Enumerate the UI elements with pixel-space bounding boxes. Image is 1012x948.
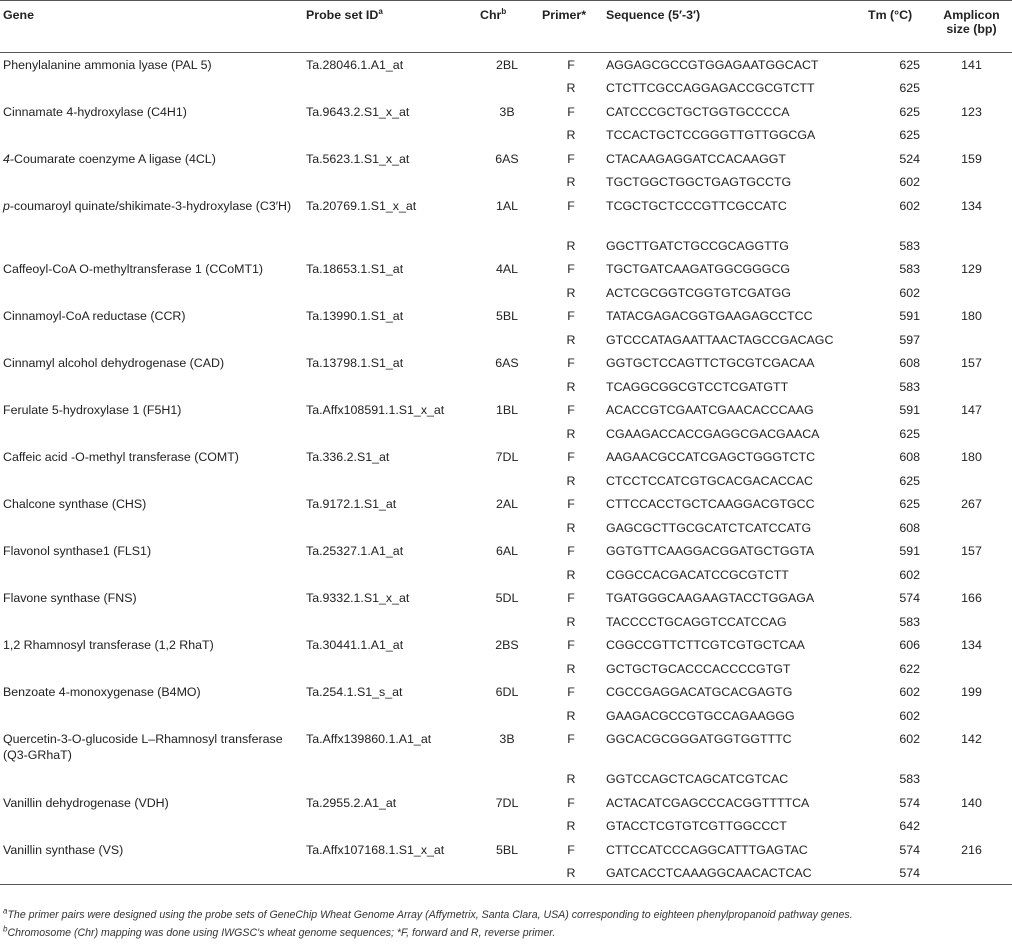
chromosome: 2BL xyxy=(495,58,519,72)
amplicon-size: 134 xyxy=(961,198,982,213)
table-row xyxy=(0,861,1012,885)
table-row xyxy=(0,76,1012,100)
gene-name-text: Vanillin synthase (VS) xyxy=(3,842,124,857)
amplicon-size: 180 xyxy=(961,309,982,323)
table-row xyxy=(0,328,1012,352)
table-row xyxy=(0,234,1012,258)
primer-type: R xyxy=(566,379,576,394)
gene-name-text: Cinnamyl alcohol dehydrogenase (CAD) xyxy=(3,356,225,370)
tm-value: 591 xyxy=(899,403,920,417)
table-row xyxy=(0,281,1012,305)
amplicon-size: 142 xyxy=(961,732,982,746)
primer-type: R xyxy=(566,661,576,676)
amplicon-size: 141 xyxy=(961,58,982,72)
tm-value: 622 xyxy=(899,661,920,676)
table-row xyxy=(0,445,1012,469)
primer-type: F xyxy=(567,497,575,511)
primer-sequence: CTTCCACCTGCTCAAGGACGTGCC xyxy=(606,497,815,511)
header-sequence: Sequence (5′-3′) xyxy=(606,8,701,22)
primer-sequence: GGTGTTCAAGGACGGATGCTGGTA xyxy=(606,544,815,558)
tm-value: 583 xyxy=(899,772,920,786)
table-row xyxy=(0,586,1012,610)
primer-type: R xyxy=(566,175,576,189)
primer-type: R xyxy=(566,866,576,880)
probe-set-id: Ta.9172.1.S1_at xyxy=(306,497,397,511)
primer-sequence: GATCACCTCAAAGGCAACACTCAC xyxy=(606,866,812,880)
amplicon-size: 129 xyxy=(961,262,982,276)
tm-value: 602 xyxy=(899,198,920,213)
primer-sequence: TACCCCTGCAGGTCCATCCAG xyxy=(606,614,787,629)
gene-name xyxy=(0,791,306,815)
amplicon-size: 180 xyxy=(961,450,982,464)
primer-type: R xyxy=(566,708,576,723)
primer-sequence: TGCTGATCAAGATGGCGGGCG xyxy=(606,262,791,276)
primer-sequence: GGCTTGATCTGCCGCAGGTTG xyxy=(606,238,789,253)
primer-sequence: GAAGACGCCGTGCCAGAAGGG xyxy=(606,708,795,723)
primer-type: R xyxy=(566,819,576,833)
primer-sequence: CGCCGAGGACATGCACGAGTG xyxy=(606,685,793,699)
primer-sequence: CTCTTCGCCAGGAGACCGCGTCTT xyxy=(606,81,815,95)
table-row xyxy=(0,257,1012,281)
table-row xyxy=(0,791,1012,815)
tm-value: 602 xyxy=(899,567,920,582)
gene-name xyxy=(0,147,306,171)
chromosome: 3B xyxy=(499,104,515,119)
amplicon-size: 140 xyxy=(961,795,982,810)
tm-value: 602 xyxy=(899,685,920,699)
table-row xyxy=(0,100,1012,124)
tm-value: 524 xyxy=(899,151,920,166)
table-row xyxy=(0,492,1012,516)
footnote-a: $^a$The primer pairs were designed using the probe sets of GeneChip Wheat Genome Array (Affymetrix, Santa Clara, USA) corresponding to eighteen phenylpropanoid pathway genes. xyxy=(3,906,853,921)
gene-name xyxy=(0,838,306,862)
amplicon-size: 134 xyxy=(961,638,982,652)
primer-type: F xyxy=(567,842,575,857)
gene-name-text: 1,2 Rhamnosyl transferase (1,2 RhaT) xyxy=(3,638,214,652)
gene-name-text: Chalcone synthase (CHS) xyxy=(3,497,147,511)
primer-type: F xyxy=(567,58,575,72)
gene-name-text: Flavone synthase (FNS) xyxy=(3,591,137,605)
tm-value: 583 xyxy=(899,262,920,276)
table-row xyxy=(0,704,1012,728)
gene-name xyxy=(0,586,306,610)
chromosome: 3B xyxy=(499,732,515,746)
tm-value: 583 xyxy=(899,614,920,629)
gene-name xyxy=(0,398,306,422)
tm-value: 602 xyxy=(899,732,920,746)
probe-set-id: Ta.Affx139860.1.A1_at xyxy=(306,732,432,746)
table-row xyxy=(0,53,1012,77)
table-row xyxy=(0,563,1012,587)
primer-type: F xyxy=(567,732,575,746)
chromosome: 1AL xyxy=(495,198,519,213)
probe-set-id: Ta.13990.1.S1_at xyxy=(306,309,404,323)
primer-type: F xyxy=(567,685,575,699)
gene-name-text: Caffeoyl-CoA O-methyltransferase 1 (CCoMT1) xyxy=(3,262,264,276)
chromosome: 2BS xyxy=(495,638,519,652)
primer-sequence: CGGCCACGACATCCGCGTCTT xyxy=(606,567,789,582)
tm-value: 608 xyxy=(899,356,920,370)
gene-name-text: Quercetin-3-O-glucoside L–Rhamnosyl transferase (Q3-GRhaT) xyxy=(3,732,283,762)
probe-set-id: Ta.20769.1.S1_x_at xyxy=(306,198,417,213)
primer-type: R xyxy=(566,81,576,95)
primer-type: R xyxy=(566,332,576,347)
probe-set-id: Ta.13798.1.S1_at xyxy=(306,356,404,370)
gene-name xyxy=(0,194,306,234)
gene-name xyxy=(0,492,306,516)
primer-type: F xyxy=(567,403,575,417)
amplicon-size: 166 xyxy=(961,591,982,605)
primer-sequence: CATCCCGCTGCTGGTGCCCCA xyxy=(606,104,790,119)
primer-type: F xyxy=(567,450,575,464)
primer-sequence: GTCCCATAGAATTAACTAGCCGACAGC xyxy=(606,332,834,347)
table-row xyxy=(0,194,1012,234)
tm-value: 574 xyxy=(899,842,920,857)
tm-value: 597 xyxy=(899,332,920,347)
primer-sequence: GGCACGCGGGATGGTGGTTTC xyxy=(606,732,792,746)
primer-type: F xyxy=(567,638,575,652)
primer-type: R xyxy=(566,614,576,629)
gene-name-italic-prefix: p xyxy=(3,198,10,213)
table-header-row xyxy=(0,1,1012,53)
primer-type: R xyxy=(566,772,576,786)
gene-name xyxy=(0,539,306,563)
primer-type: F xyxy=(567,356,575,370)
table-row xyxy=(0,469,1012,493)
primer-type: R xyxy=(566,567,576,582)
probe-set-id: Ta.336.2.S1_at xyxy=(306,450,390,464)
primer-sequence: ACTACATCGAGCCCACGGTTTTCA xyxy=(606,795,810,810)
probe-set-id: Ta.18653.1.S1_at xyxy=(306,262,404,276)
primer-sequence: GGTCCAGCTCAGCATCGTCAC xyxy=(606,772,789,786)
probe-set-id: Ta.28046.1.A1_at xyxy=(306,58,404,72)
header-primer: Primer* xyxy=(542,8,587,22)
primer-type: R xyxy=(566,473,576,488)
table-row xyxy=(0,680,1012,704)
primer-sequence: CTACAAGAGGATCCACAAGGT xyxy=(606,151,786,166)
chromosome: 4AL xyxy=(495,262,519,276)
gene-name-text: Vanillin dehydrogenase (VDH) xyxy=(3,795,169,810)
header-tm: Tm (°C) xyxy=(868,8,913,22)
gene-name xyxy=(0,727,306,767)
chromosome: 5BL xyxy=(495,842,519,857)
header-chr: Chr$^b$ xyxy=(480,6,507,22)
primer-sequence: TGATGGGCAAGAAGTACCTGGAGA xyxy=(606,591,815,605)
tm-value: 625 xyxy=(899,473,920,488)
probe-set-id: Ta.9332.1.S1_x_at xyxy=(306,591,410,605)
gene-name-text: -coumaroyl quinate/shikimate-3-hydroxylase (C3′H) xyxy=(9,198,292,213)
table-row xyxy=(0,539,1012,563)
table-row xyxy=(0,633,1012,657)
tm-value: 574 xyxy=(899,866,920,880)
primer-sequence: CGGCCGTTCTTCGTCGTGCTCAA xyxy=(606,638,805,652)
gene-name xyxy=(0,257,306,281)
table-row xyxy=(0,767,1012,791)
gene-name-text: Ferulate 5-hydroxylase 1 (F5H1) xyxy=(3,403,182,417)
primer-sequence: TGCTGGCTGGCTGAGTGCCTG xyxy=(606,175,792,189)
tm-value: 642 xyxy=(899,819,920,833)
primer-type: F xyxy=(567,198,575,213)
table-row xyxy=(0,838,1012,862)
primer-type: F xyxy=(567,262,575,276)
primer-type: F xyxy=(567,544,575,558)
tm-value: 602 xyxy=(899,708,920,723)
probe-set-id: Ta.30441.1.A1_at xyxy=(306,638,404,652)
amplicon-size: 267 xyxy=(961,497,982,511)
chromosome: 2AL xyxy=(495,497,519,511)
table-row xyxy=(0,304,1012,328)
table-row xyxy=(0,814,1012,838)
gene-name-text: Caffeic acid -O-methyl transferase (COMT) xyxy=(3,450,239,464)
probe-set-id: Ta.9643.2.S1_x_at xyxy=(306,104,410,119)
primer-type: R xyxy=(566,128,576,142)
gene-name-text: Benzoate 4-monoxygenase (B4MO) xyxy=(3,685,201,699)
tm-value: 625 xyxy=(899,128,920,142)
table-row xyxy=(0,727,1012,767)
tm-value: 606 xyxy=(899,638,920,652)
chromosome: 7DL xyxy=(495,795,519,810)
chromosome: 7DL xyxy=(495,450,519,464)
primer-sequence: GGTGCTCCAGTTCTGCGTCGACAA xyxy=(606,356,815,370)
primer-sequence: GCTGCTGCACCCACCCCGTGT xyxy=(606,661,791,676)
table-row xyxy=(0,422,1012,446)
amplicon-size: 216 xyxy=(961,842,982,857)
table-row xyxy=(0,147,1012,171)
probe-set-id: Ta.25327.1.A1_at xyxy=(306,544,404,558)
amplicon-size: 159 xyxy=(961,151,982,166)
gene-name-text: -Coumarate coenzyme A ligase (4CL) xyxy=(9,151,216,166)
gene-name-text: Flavonol synthase1 (FLS1) xyxy=(3,544,152,558)
primer-sequence: GAGCGCTTGCGCATCTCATCCATG xyxy=(606,520,812,535)
table-row xyxy=(0,123,1012,147)
table-row xyxy=(0,170,1012,194)
tm-value: 602 xyxy=(899,285,920,300)
chromosome: 6AS xyxy=(495,151,519,166)
table-body xyxy=(0,53,1012,885)
primer-type: R xyxy=(566,285,576,300)
header-gene: Gene xyxy=(3,8,34,22)
probe-set-id: Ta.254.1.S1_s_at xyxy=(306,685,403,699)
tm-value: 602 xyxy=(899,175,920,189)
gene-name xyxy=(0,100,306,124)
primer-type: F xyxy=(567,151,575,166)
footnote-b: $^b$Chromosome (Chr) mapping was done using IWGSC's wheat genome sequences; *F, forward and R, reverse primer. xyxy=(3,924,556,939)
tm-value: 583 xyxy=(899,379,920,394)
chromosome: 6AS xyxy=(495,356,519,370)
tm-value: 591 xyxy=(899,309,920,323)
amplicon-size: 123 xyxy=(961,104,982,119)
primer-sequence: AGGAGCGCCGTGGAGAATGGCACT xyxy=(606,58,819,72)
primer-type: R xyxy=(566,520,576,535)
tm-value: 591 xyxy=(899,544,920,558)
primer-sequence: TCAGGCGGCGTCCTCGATGTT xyxy=(606,379,789,394)
primer-type: F xyxy=(567,309,575,323)
primer-sequence: CTCCTCCATCGTGCACGACACCAC xyxy=(606,473,813,488)
amplicon-size: 157 xyxy=(961,544,982,558)
header-probe-set-id: Probe set $ID^a$ xyxy=(306,6,383,22)
primer-sequence: GTACCTCGTGTCGTTGGCCCT xyxy=(606,819,787,833)
tm-value: 574 xyxy=(899,795,920,810)
tm-value: 625 xyxy=(899,497,920,511)
probe-set-id: Ta.Affx107168.1.S1_x_at xyxy=(306,842,445,857)
primer-type: R xyxy=(566,238,576,253)
table-row xyxy=(0,351,1012,375)
tm-value: 608 xyxy=(899,520,920,535)
chromosome: 6DL xyxy=(495,685,519,699)
chromosome: 5BL xyxy=(495,309,519,323)
primer-type: R xyxy=(566,426,576,441)
gene-name xyxy=(0,680,306,704)
tm-value: 574 xyxy=(899,591,920,605)
gene-name xyxy=(0,633,306,657)
primer-type: F xyxy=(567,104,575,119)
tm-value: 625 xyxy=(899,81,920,95)
primer-sequence: AAGAACGCCATCGAGCTGGGTCTC xyxy=(606,450,816,464)
tm-value: 625 xyxy=(899,104,920,119)
gene-name xyxy=(0,53,306,77)
chromosome: 6AL xyxy=(495,544,519,558)
gene-name-text: Phenylalanine ammonia lyase (PAL 5) xyxy=(3,58,212,72)
table-row xyxy=(0,657,1012,681)
table-row xyxy=(0,398,1012,422)
primer-type: F xyxy=(567,795,575,810)
gene-name xyxy=(0,351,306,375)
primer-sequence: TATACGAGACGGTGAAGAGCCTCC xyxy=(606,309,813,323)
primer-sequence: TCCACTGCTCCGGGTTGTTGGCGA xyxy=(606,128,816,142)
primer-sequence: CTTCCATCCCAGGCATTTGAGTAC xyxy=(606,842,808,857)
primer-sequence: CGAAGACCACCGAGGCGACGAACA xyxy=(606,426,820,441)
chromosome: 1BL xyxy=(495,403,519,417)
gene-name-text: Cinnamate 4-hydroxylase (C4H1) xyxy=(3,104,187,119)
amplicon-size: 147 xyxy=(961,403,982,417)
gene-name-text: Cinnamoyl-CoA reductase (CCR) xyxy=(3,309,186,323)
tm-value: 625 xyxy=(899,426,920,441)
table-row xyxy=(0,610,1012,634)
header-amplicon-size: Amplicon size (bp) xyxy=(943,8,1000,36)
table-row xyxy=(0,375,1012,399)
probe-set-id: Ta.5623.1.S1_x_at xyxy=(306,151,410,166)
primer-type: F xyxy=(567,591,575,605)
gene-name xyxy=(0,445,306,469)
probe-set-id: Ta.2955.2.A1_at xyxy=(306,795,397,810)
amplicon-size: 199 xyxy=(961,685,982,699)
probe-set-id: Ta.Affx108591.1.S1_x_at xyxy=(306,403,445,417)
chromosome: 5DL xyxy=(495,591,519,605)
primer-sequence: TCGCTGCTCCCGTTCGCCATC xyxy=(606,198,787,213)
gene-name xyxy=(0,304,306,328)
primer-sequence: ACTCGCGGTCGGTGTCGATGG xyxy=(606,285,791,300)
table-row xyxy=(0,516,1012,540)
amplicon-size: 157 xyxy=(961,356,982,370)
gene-name-italic-prefix: 4 xyxy=(3,151,10,166)
tm-value: 583 xyxy=(899,238,920,253)
primer-sequence: ACACCGTCGAATCGAACACCCAAG xyxy=(606,403,814,417)
tm-value: 608 xyxy=(899,450,920,464)
tm-value: 625 xyxy=(899,58,920,72)
